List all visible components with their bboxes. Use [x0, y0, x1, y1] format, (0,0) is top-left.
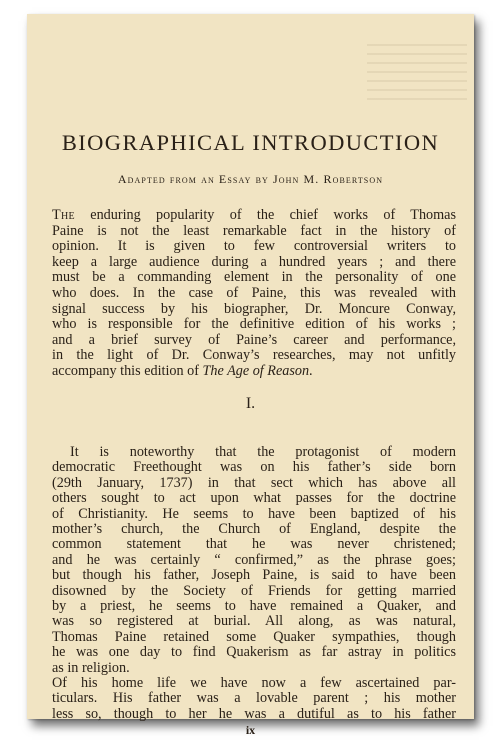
paragraph-2-line: he was one day to find Quakerism as far astray in politics	[52, 644, 456, 661]
paragraph-1-line: Paine is not the least remarkable fact in the history of	[52, 222, 456, 239]
paragraph-3-line: ticulars. His father was a lovable parent ; his mother	[52, 690, 456, 707]
paragraph-1-line: in the light of Dr. Conway’s researches, may not unfitly	[52, 347, 456, 364]
paragraph-2-line: (29th January, 1737) in that sect which has above all	[52, 474, 456, 491]
paragraph-2-line: but though his father, Joseph Paine, is said to have been	[52, 567, 456, 584]
book-title: The Age of Reason	[202, 363, 310, 379]
paragraph-3-line: Of his home life we have now a few ascertained par-	[52, 675, 456, 691]
paragraph-1-line: keep a large audience during a hundred years ; and there	[52, 253, 456, 270]
paragraph-1-line: who does. In the case of Paine, this was revealed with	[52, 285, 456, 301]
paragraph-1-line: must be a commanding element in the personality of one	[52, 269, 456, 286]
paragraph-2-line: as in religion.	[52, 659, 130, 676]
paragraph-2-line: of Christianity. He seems to have been baptized of his	[52, 505, 456, 522]
book-page	[27, 14, 474, 738]
paragraph-1-line: and a brief survey of Paine’s career and performance,	[52, 331, 456, 348]
paragraph-1-line: accompany this edition of The Age of Reason.	[52, 363, 313, 379]
page-title: BIOGRAPHICAL INTRODUCTION	[61, 130, 440, 155]
page-subtitle: Adapted from an Essay by John M. Robertson	[117, 172, 384, 186]
paragraph-2-line: was so registered at burial. All along, as was natural,	[52, 613, 456, 630]
paragraph-1-line: who is responsible for the definitive edition of his works ;	[52, 316, 456, 333]
show-through-text	[367, 44, 467, 104]
paragraph-2-line: It is noteworthy that the protagonist of modern	[70, 444, 456, 460]
paragraph-2-line: Thomas Paine retained some Quaker sympathies, though	[52, 628, 456, 645]
paragraph-2-line: common statement that he was never christened;	[52, 536, 456, 553]
page-number: ix	[245, 723, 256, 738]
lead-word: The	[52, 207, 75, 223]
paragraph-1-line: opinion. It is given to few controversial writers to	[52, 238, 456, 255]
paragraph-2-line: mother’s church, the Church of England, despite the	[52, 521, 456, 537]
paragraph-2-line: and he was certainly “ confirmed,” as the phrase goes;	[52, 551, 456, 568]
paragraph-2-line: others sought to act upon what passes for the doctrine	[52, 490, 456, 507]
paragraph-1-line: signal success by his biographer, Dr. Moncure Conway,	[52, 300, 456, 317]
paragraph-2-line: by a priest, he seems to have remained a Quaker, and	[52, 598, 456, 614]
paragraph-2-line: disowned by the Society of Friends for getting married	[52, 582, 456, 599]
paragraph-2-line: democratic Freethought was on his father’s side born	[52, 459, 456, 476]
paragraph-1-line: The enduring popularity of the chief works of Thomas	[52, 207, 456, 223]
paragraph-3-line: less so, though to her he was a dutiful as to his father	[52, 705, 456, 722]
section-number: I.	[245, 394, 256, 412]
